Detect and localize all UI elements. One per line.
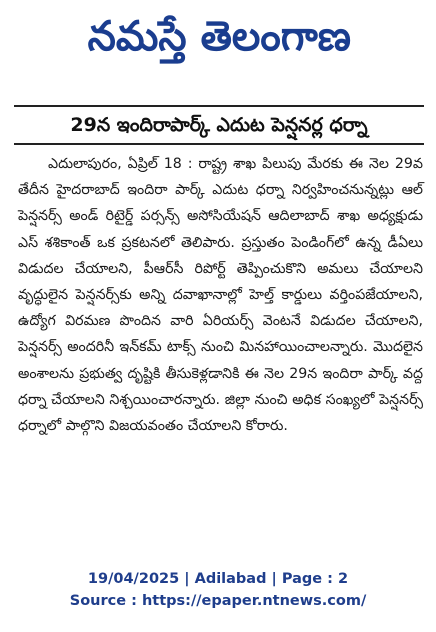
newspaper-clipping — [10, 6, 428, 554]
publication-info: 19/04/2025 | Adilabad | Page : 2 — [87, 571, 349, 587]
article-headline: 29న ఇందిరాపార్క్ ఎదుట పెన్షనర్ల ధర్నా — [70, 114, 368, 136]
headline-bottom-divider — [14, 143, 424, 145]
headline-top-divider — [14, 105, 424, 107]
article-paragraph: ఎదులాపురం, ఏప్రిల్ 18 : రాష్ట్ర శాఖ పిలుపు మేరకు ఈ నెల 29వ తేదీన హైదరాబాద్ ఇందిరా పార్క్ ఎదుట ధర్నా నిర్వహించనున్నట్లు ఆల్ పెన్షనర్స్ అండ్ రిటైర్డ్ పర్సన్స్ అసోసియేషన్ ఆదిలాబాద్ శాఖ అధ్యక్షుడు ఎస్ శశికాంత్ ఒక ప్రకటనలో తెలిపారు. ప్రస్తుతం పెండింగ్‌లో ఉన్న డీఏలు విడుదల చేయాలని, పీఆర్‌సీ రిపోర్ట్ తెప్పించుకొని అమలు చేయాలని వృద్ధులైన పెన్షనర్స్‌కు అన్ని దవాఖానాల్లో హెల్త్ కార్డులు వర్తింపజేయాలని, ఉద్యోగ విరమణ పొందిన వారి ఏరియర్స్ వెంటనే విడుదల చేయాలని, పెన్షనర్స్ అందరినీ ఇన్‌కమ్ టాక్స్ నుంచి మినహాయించాలన్నారు. మొదలైన అంశాలను ప్రభుత్వ దృష్టికి తీసుకెళ్లడానికి ఈ నెల 29న ఇందిరా పార్క్ వద్ద ధర్నా చేయాలని నిశ్చయించారన్నారు. జిల్లా నుంచి అధిక సంఖ్యలో పెన్షనర్స్ ధర్నాలో పాల్గొని విజయవంతం చేయాలని కోరారు. — [18, 156, 423, 435]
newspaper-logo: నమస్తే తెలంగాణ — [87, 11, 351, 60]
masthead — [10, 6, 428, 66]
article-body — [18, 151, 423, 439]
source-link[interactable]: Source : https://epaper.ntnews.com/ — [69, 593, 367, 609]
